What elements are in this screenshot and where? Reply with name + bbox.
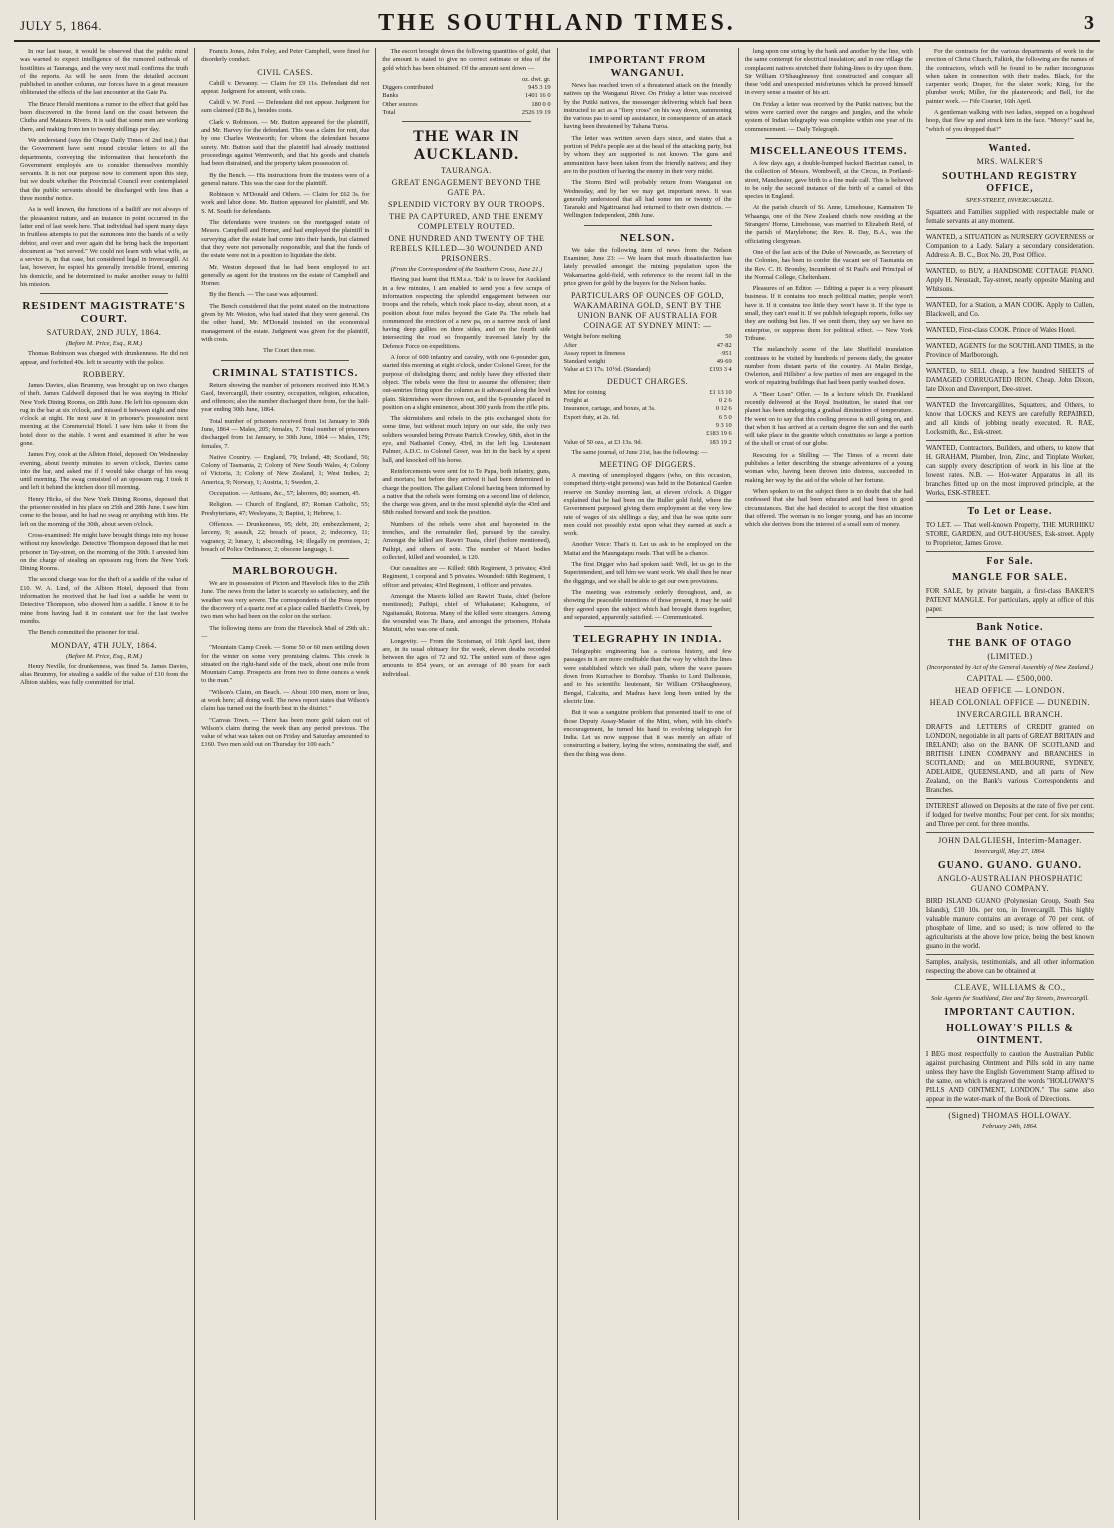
section-heading: TELEGRAPHY IN INDIA.	[572, 633, 723, 646]
charges-table	[564, 389, 732, 447]
table-row: Standard weight 49·69	[563, 358, 732, 366]
article-paragraph: lung upon one string by the bank and another by the line, with the same contempt for electrical insulation; and in one village the complacent natives stretched their fishing-lines to dry upon them. Sir William O'Shaughnessy first constructed and conquer all these 'odd and unexpected misfortunes which he proved himself in every sense a master of his art.	[744, 48, 913, 97]
table-row: Diggers contributed 945 3 19	[382, 84, 551, 92]
article-paragraph: At the parish church of St. Anne, Limehouse, Kannairen Te Whaanga, one of the New Zealand chiefs now residing at the Strangers' Home, Limehouse, was married to Elizabeth Reid, of the parish of Marylebone; the Rev. R. Day, B.A., was the officiating clergyman.	[744, 204, 913, 245]
advertisement: WANTED the Invercargillites, Squatters, and Others, to know that LOCKS and KEYS are carefully REPAIRED, and all kinds of jobbing neatly executed. R. RAE, Locksmith, &c., Esk-street.	[926, 401, 1094, 441]
ad-date: February 24th, 1864.	[982, 1122, 1038, 1130]
article-paragraph: "Mountain Camp Creek. — Some 50 or 60 men settling down for the winter on some very promising claims. This creek is situated on the right-hand side of the track, about one mile from Mountain Camp. Prospects are from two to three ounces a week to the man."	[201, 644, 370, 685]
newspaper-title: THE SOUTHLAND TIMES.	[378, 10, 736, 36]
subheading: ONE HUNDRED AND TWENTY OF THE REBELS KILLED—30 WOUNDED AND PRISONERS.	[388, 234, 545, 264]
article-paragraph: Our casualties are — Killed: 68th Regiment, 3 privates; 43rd Regiment, 1 corporal and 5 privates. Wounded: 68th Regiment, 1 officer and privates; 43rd Regiment, 1 officer and privates.	[382, 565, 551, 589]
article-paragraph: The second charge was for the theft of a saddle of the value of £10. W. A. Lind, of the Albion Hotel, deposed that from information he received that he had lost a saddle he went to Detective Thompson, who showed him a saddle. I know it to be mine from having had it in constant use for the last twelve months.	[20, 576, 189, 625]
article-paragraph: James Foy, cook at the Albion Hotel, deposed: On Wednesday evening, about twenty minutes to seven o'clock, Davies came into the bar, and asked me if I would take charge of his swag until morning. The swag consisted of an opossum rug. I took it and left it behind the kitchen door till morning.	[20, 451, 189, 492]
article-paragraph: The Bench committed the prisoner for trial.	[28, 629, 140, 637]
article-source: (From the Correspondent of the Southern Cross, June 21.)	[390, 266, 543, 274]
columns	[14, 48, 1100, 1520]
subheading: MEETING OF DIGGERS.	[599, 460, 696, 470]
advertisement: DRAFTS and LETTERS of CREDIT granted on LONDON, negotiable in all parts of GREAT BRITAIN and IRELAND; also on the BANK OF SCOTLAND and BRITISH LINEN COMPANY and BRANCHES in SCOTLAND; and on MELBOURNE, SYDNEY, ADELAIDE, QUEENSLAND, and all parts of New Zealand, on the Bank's various Correspondents and Branches.	[926, 723, 1094, 799]
subheading: GREAT ENGAGEMENT BEYOND THE GATE PA.	[391, 178, 542, 198]
table-row: Mint for coining £1 13 10	[563, 388, 732, 396]
section-heading: MISCELLANEOUS ITEMS.	[750, 144, 908, 157]
ad-title: THE BANK OF OTAGO	[947, 637, 1073, 649]
subheading: THE PA CAPTURED, AND THE ENEMY COMPLETELY ROUTED.	[389, 212, 544, 232]
article-paragraph: One of the last acts of the Duke of Newcastle, as Secretary of the Colonies, has been to confer the vacant see of Tasmania on the Rev. C. H. Bromby, Incumbent of St Paul's and Principal of the Normal College, Cheltenham.	[744, 248, 913, 281]
article-paragraph: Amongst the Maoris killed are Rawiri Tuaia, chief (before mentioned); Paihipi, chief of Whakatane; Kahugunu, of Ngaitamaki, Rotorua. Many of the killed were strangers. Among the wounded was Te Ihara, and amongst the prisoners, Hohaia Matuiti, who was one of rank.	[382, 593, 551, 634]
subheading: PARTICULARS OF OUNCES OF GOLD, WAKAMARINA GOLD, SENT BY THE UNION BANK OF AUSTRALIA FOR COINAGE AT SYDNEY MINT: —	[571, 291, 725, 331]
article-paragraph: The melancholy scene of the late Sheffield inundation continues to be visited by hundreds of persons daily, the greater number from distant parts of the country. At Malin Bridge, Owlerton, and Hillsbro' a few parties of men are engaged in the work of repairing buildings that had been partly washed down.	[744, 346, 913, 387]
ad-subtitle: HEAD OFFICE — LONDON.	[954, 685, 1065, 695]
article-paragraph: "Canvas Town. — There has been more gold taken out of Wilson's claim during the week than any period previous. The value of what was taken out on Friday and Saturday amounted to £160. Two men sold out on Thursday for 100 each."	[201, 716, 370, 749]
column-5	[739, 48, 920, 1520]
table-header: oz. dwt. gr.	[521, 75, 551, 83]
article-paragraph: As is well known, the functions of a bailiff are not always of the pleasantest nature, and an instance in point occurred in the latter end of last week here. That individual had spent many days in fruitless attempts to put the summons into the hands of a wily debtor, and over and over again did he bring back the important document as "not served." We could not learn with what wife, as a service is, in that case, but considered legal in Invercargill. At last, however, he espied his generally invisible friend, entering his domicile, and he determined to make another essay to fulfil his mission.	[20, 206, 189, 289]
article-paragraph: The Bruce Herald mentions a rumor to the effect that gold has been discovered in the forest land on the coast between the Clutha and Mataura Rivers. It is said that some men are working there, and making from ten to twenty shillings per day.	[20, 100, 189, 133]
ad-subtitle: (LIMITED.)	[987, 651, 1033, 661]
article-paragraph: The Storm Bird will probably return from Wanganui on Wednesday, and by her we may get important news. It was generally understood that all had some ten or twenty of the Taranaki and Ngatiruanui had returned to their own districts. — Wellington Independent, 28th June.	[563, 179, 732, 220]
advertisement: BIRD ISLAND GUANO (Polynesian Group, South Sea Islands), £10 10s. per ton, in Invercargill. This highly valuable manure contains an average of 70 per cent. of phosphate of lime, and so used; is now offered to the agriculturists at the above low price, being the best known guano in the world.	[926, 897, 1094, 955]
issue-date: JULY 5, 1864.	[20, 18, 102, 33]
ad-title: MRS. WALKER'S	[976, 156, 1044, 166]
advertisement: Samples, analysis, testimonials, and all other information respecting the above can be obtained at	[926, 958, 1094, 980]
article-paragraph: The escort brought down the following quantities of gold, that the amount is stated to give no correct estimate or idea of the gold which has been obtained. Of the amount sent down —	[382, 48, 551, 72]
ad-address: SPEY-STREET, INVERCARGILL.	[965, 196, 1054, 204]
table-row: Freight at 0 2 6	[563, 397, 732, 405]
article-paragraph: Numbers of the rebels were shot and bayoneted in the trenches, and the remainder fled, pursued by the cavalry. Amongst the killed are Rawiri Tuaia, chief (before mentioned), Paihipi, and others of note. The number of Maori bodies collected, killed and wounded, is 120.	[382, 520, 551, 561]
article-paragraph: Cross-examined: He might have brought things into my house without my knowledge. Detective Thompson deposed that he met prisoner in Tay-street, on the morning of the 30th. I arrested him on the charge of stealing an opossum rug from the New York Dining Rooms.	[20, 531, 189, 573]
article-paragraph: Thomas Robinson was charged with drunkenness. He did not appear, and forfeited 40s. left in security with the police.	[20, 350, 189, 366]
article-paragraph: James Davies, alias Brummy, was brought up on two charges of theft. James Caldwell deposed that he was staying in Hicks' New York Dining Rooms, on 28th June. He left his opossum skin rug in the bar at six o'clock, and missed it between eight and nine o'clock at night. He next saw it in prisoner's possession next morning at the Commercial Hotel. I saw him take it from the hotel door to the stable. I went and examined it after he was gone.	[20, 381, 189, 447]
article-paragraph: Longevity. — From the Scotsman, of 16th April last, there are, in its usual obituary for the week, eleven deaths recorded between the ages of 72 and 92. The united sum of these ages amounts to 854 years, or an average of 80 years for each individual.	[382, 637, 551, 678]
article-paragraph: By the Bench. — His instructions from the trustees were of a general nature. This was the case for the plaintiff.	[201, 171, 370, 187]
escort-table	[382, 76, 550, 117]
ad-subtitle: (Incorporated by Act of the General Assembly of New Zealand.)	[926, 663, 1094, 671]
subheading: SPLENDID VICTORY BY OUR TROOPS.	[387, 200, 545, 210]
column-4	[558, 48, 739, 1520]
article-paragraph: Total number of prisoners received from 1st January to 30th June, 1864 — Males, 205; females, 7. Total number of prisoners discharged from 1st January, to 30th June, 1864 — Males, 179; females, 7.	[201, 417, 370, 450]
divider	[584, 225, 712, 226]
article-paragraph: On Friday a letter was received by the Putiki natives; but the wires were carried over the ranges and jungles, and the whole system of Indian telegraphy was complete within one year of its commencement. — Daily Telegraph.	[744, 100, 913, 133]
advertisement: WANTED, Contractors, Builders, and others, to know that H. GRAHAM, Plumber, Iron, Zinc, and Tinplate Worker, can supply every description of work in his line at the lowest rates. N.B. — Hot-water Apparatus in all its branches fitted up on the most improved principle, at the Works, ESK-STREET.	[926, 444, 1094, 502]
table-row: Value of 50 ozs., at £3 13s. 9d. 183 19 2	[563, 438, 732, 446]
ad-section-heading: Wanted.	[988, 142, 1032, 154]
article-paragraph: For the contracts for the various departments of work in the erection of Christ Church, Falkirk, the following are the names of the contractors, which will be found to be rather incongruous when taken in connection with their trades. Black, for the carpenter work; Draper, for the slater work; King, for the plumber work; Miller, for the plasterwork; and Bell, for the painter work. — Fife Courier, 16th April.	[925, 48, 1095, 105]
article-paragraph: The same journal, of June 21st, has the following: —	[571, 448, 708, 456]
article-paragraph: A force of 600 infantry and cavalry, with one 6-pounder gun, started this morning at eight o'clock, under Colonel Greer, for the purpose of dislodging them; and nobly have they effected their object. The rebels were the first to assume the offensive; their out-sentries firing upon the column as it advanced along the level plain. Skirmishers were thrown out, and the 6-pounder placed in position on a slight eminence, about 300 yards from the rifle pits.	[382, 354, 551, 411]
advertisement: WANTED, to SELL cheap, a few hundred SHEETS of DAMAGED CORRUGATED IRON. Cheap. John Dixon, late Dixon and Davenport, Dee-street.	[926, 367, 1094, 398]
article-paragraph: Offences. — Drunkenness, 95; debt, 20; embezzlement, 2; larceny, 9; assault, 22; breach of peace, 2; indecency, 11; vagrancy, 2; lunacy, 1; absconding, 14; illegally on premises, 2; breach of Police Ordinance, 2; obscene language, 1.	[201, 520, 370, 553]
divider	[402, 121, 530, 122]
article-paragraph: The Bench considered that the point stated on the instructions given by Mr. Weston, who had stated that they were general. On the other hand, Mr. M'Donald insisted on the economical management of the estate. Judgment was given for the plaintiff, with costs.	[201, 302, 370, 343]
court-bench: (Before M. Price, Esq., R.M.)	[65, 340, 143, 348]
article-paragraph: We are in possession of Picton and Havelock files to the 25th June. The news from the latter is scarcely so satisfactory, and the weather was very severe. The correspondents of the Press report the discovery of a quartz reef at a place called Bartlett's Creek, by two men who had been on the color on the surface.	[201, 580, 370, 621]
section-heading: CRIMINAL STATISTICS.	[212, 366, 359, 379]
court-date: SATURDAY, 2ND JULY, 1864.	[46, 328, 162, 338]
ad-section-heading: For Sale.	[986, 555, 1034, 567]
article-paragraph: "Wilson's Claim, on Beach. — About 100 men, more or less, at work here; all doing well. The news report states that Wilson's claim has turned out the fourth best in the district."	[201, 688, 370, 713]
ad-subtitle: Sole Agents for Southland, Dee and Tay Streets, Invercargill.	[930, 994, 1089, 1002]
ad-subtitle: ANGLO-AUSTRALIAN PHOSPHATIC GUANO COMPANY.	[937, 873, 1083, 893]
article-paragraph: Telegraphic engineering has a curious history, and few passages in it are more creditable than the way by which the lines were established which we shall pain, where the wave passes down from Kurrachee to Bombay. Thanks to Lord Dalhousie, and to his scientific lieutenant, Sir William O'Shaughnessy, Bengal, Calcutta, and Madras have long been united by the electric line.	[563, 648, 732, 705]
ad-title: GUANO. GUANO. GUANO.	[937, 859, 1083, 871]
article-paragraph: Native Country. — England, 79; Ireland, 48; Scotland, 56; Colony of Tasmania, 2; Colony of New South Wales, 4; Colony of Victoria, 3; Colony of New Zealand, 1; West Indies, 2; America, 9; Norway, 1; Austria, 1; Sweden, 2.	[201, 453, 370, 486]
column-6	[920, 48, 1100, 1520]
advertisement: I BEG most respectfully to caution the Australian Public against purchasing Ointment and Pills sold in any name unless they have the English Government Stamp affixed to the same, on which is engraved the words "HOLLOWAY'S PILLS AND OINTMENT, LONDON." The same also appear in the water-mark of the Book of Directions.	[926, 1050, 1094, 1108]
article-paragraph: But it was a sanguine problem that presented itself to one of those Deputy Assay-Master of the Mint, when, with his chief's encouragement, he turned his hand to evolving telegraph for India. Let us now suppose that it was merely an affair of constructing a battery, laying the wires, nominating the staff, and then the thing was done.	[563, 709, 732, 758]
advertisement: Squatters and Families supplied with respectable male or female servants at any moment.	[926, 208, 1094, 230]
masthead	[14, 6, 1100, 42]
advertisement: INTEREST allowed on Deposits at the rate of five per cent. if lodged for twelve months; Four per cent. for six months; and Three per cent. for three months.	[926, 802, 1094, 833]
section-heading: IMPORTANT FROM WANGANUI.	[588, 54, 707, 79]
ad-subtitle: CAPITAL — £500,000.	[966, 673, 1054, 683]
divider	[946, 138, 1074, 139]
advertisement: WANTED, AGENTS for the SOUTHLAND TIMES, in the Province of Marlborough.	[926, 342, 1094, 364]
article-paragraph: Religion. — Church of England, 87; Roman Catholic, 55; Presbyterians, 47; Wesleyans, 3; Baptist, 1; Hebrew, 1.	[201, 501, 370, 517]
article-paragraph: The Court then rose.	[262, 347, 316, 355]
ad-title: MANGLE FOR SALE.	[952, 571, 1068, 583]
advertisement: WANTED, to BUY, a HANDSOME COTTAGE PIANO. Apply H. Neustadt, Tay-street, nearly opposite Maning and Whitsons.	[926, 267, 1094, 298]
article-paragraph: The skirmishers and rebels in the pits exchanged shots for some time, but without much injury on our side, the only two soldiers wounded being Private Patrick Crowley, 68th, shot in the eye, and Nathaniel Coney, 43rd, in the left leg. Lieutenant Palmer, A.D.C. to Colonel Greer, was hit in the back by a spent ball, and knocked off his horse.	[382, 415, 551, 464]
table-row: After 47·82	[563, 341, 732, 349]
ad-subtitle: INVERCARGILL BRANCH.	[956, 709, 1064, 719]
article-paragraph: The letter was written seven days since, and states that a portion of Pehi's people are at the head of the attacking party, but by whom they are supported is not known. The guns and ammunition have been taken from the friendly natives; and they are in the position of having the enemy in their very midst.	[563, 134, 732, 175]
article-paragraph: The first Digger who had spoken said: Well, let us go to the Superintendent, and tell him we want work. We shall then be near the diggings, and we shall be able to get our own provisions.	[563, 561, 732, 585]
article-paragraph: The meeting was extremely orderly throughout, and, as showing the peaceable intentions of those present, it may be said they agreed upon the subject which had brought them together, and separated, apparently satisfied. — Communicated.	[563, 588, 732, 621]
table-row: Weight before melting 50	[563, 333, 732, 341]
gold-table	[564, 333, 732, 374]
ad-title: SOUTHLAND REGISTRY OFFICE,	[942, 170, 1078, 194]
table-row: Value at £3 17s. 10½d. (Standard) £193 3 4	[563, 366, 732, 374]
divider	[40, 293, 168, 294]
ad-signature: JOHN DALGLIESH, Interim-Manager.	[938, 835, 1082, 845]
article-paragraph: A meeting of unemployed diggers (who, on this occasion, comprised thirty-eight persons) was held in the Botanical Garden reserve on Sunday morning last, at eleven o'clock. A Digger explained that he had been on the Buller gold field, where the Government purposed giving them employment at the very low rate of wages of six shillings a day, and that he was quite sure men could not possibly exist upon what they earned at such a work.	[563, 472, 732, 538]
table-row: Total 2526 19 19	[382, 109, 551, 117]
page-number: 3	[1084, 12, 1094, 34]
article-paragraph: A "Beer Loan" Offer. — In a lecture which Dr. Frankland recently delivered at the Royal Institution, he stated that our planet has been undergoing a gradual diminution of temperature. He went on to say that this cooling process is still going on, and that when it has arrived at a certain degree the sun and the earth will take place in the granite which constitutes so large a portion of the shell or crust of our globe.	[744, 390, 913, 448]
article-paragraph: Rescuing for a Shilling — The Times of a recent date publishes a letter describing the strange adventures of a young woman who, having been thrown into distress, succeeded in making her way by the aid of the whole of her fortune.	[744, 451, 913, 484]
article-paragraph: Mr. Weston deposed that he had been employed to act generally as agent for the trustees on the estate of Campbell and Horner.	[201, 263, 370, 288]
section-heading: NELSON.	[620, 231, 676, 244]
advertisement: WANTED, a SITUATION as NURSERY GOVERNESS or Companion to a Lady. Salary a secondary consideration. Address A. B. C., Box No. 20, Post Office.	[926, 233, 1094, 264]
column-1	[14, 48, 195, 1520]
section-heading: MARLBOROUGH.	[232, 565, 339, 578]
subheading: CIVIL CASES.	[257, 67, 314, 77]
article-paragraph: By the Bench. — The case was adjourned.	[209, 291, 318, 299]
ad-section-heading: To Let or Lease.	[967, 505, 1053, 517]
table-row: Assay report in fineness ·951	[563, 349, 732, 357]
table-row: Banks 1401 16 0	[382, 92, 551, 100]
table-row: £183 19 6	[706, 430, 732, 438]
article-paragraph: News has reached town of a threatened attack on the friendly natives up the Wanganui River. On Friday a letter was received by the Putiki natives, the messenger delivering which had been instructed to act as a "fiery cross" on his way down, summoning the various pas to send up assistance, in consequence of an attack having been threatened by Tahana Turoa.	[563, 82, 732, 131]
advertisement: TO LET. — That well-known Property, THE MURIHIKU STORE, GARDEN, and OUT-HOUSES, Esk-street. Apply to Proprietor, James Grove.	[926, 521, 1094, 552]
subheading: DEDUCT CHARGES.	[607, 376, 689, 386]
ad-subtitle: HEAD COLONIAL OFFICE — DUNEDIN.	[929, 697, 1091, 707]
article-paragraph: Reinforcements were sent for to Te Papa, both infantry, guns, and mortars; but before they arrived it had been determined to charge the position. The gallant Colonel having been informed by a native that the rebels were forming on a second line of defence, the charge was given, and in the most splendid style the 43rd and 68th rushed forward and took the position.	[382, 467, 551, 517]
ad-section-heading: IMPORTANT CAUTION.	[944, 1006, 1076, 1018]
article-paragraph: Henry Hicks, of the New York Dining Rooms, deposed that the prisoner resided in his place on 25th and 28th June. I saw him come to the house, and he had no swag or anything with him. He left on the morning of the 30th, about seven o'clock.	[20, 495, 189, 528]
column-2	[195, 48, 376, 1520]
article-paragraph: We understand (says the Otago Daily Times of 2nd inst.) that the Government have sent round circular letters to all the departments, conveying the information that henceforth the Government employés are to consider themselves monthly servants. It is not our purpose now to comment upon this step, but we doubt whether the Provincial Council ever contemplated that the public servants should be discharged with less than a three months' notice.	[20, 136, 189, 203]
divider	[765, 138, 893, 139]
subheading: ROBBERY.	[82, 369, 126, 379]
article-paragraph: The defendants were trustees on the mortgaged estate of Messrs. Campbell and Horner, and had employed the plaintiff in surveying after the estate had come into their hands, but claimed that they were not personally responsible, and that the funds of the estate were not in a position to liquidate the debt.	[201, 219, 370, 260]
article-paragraph: A few days ago, a double-humped backed Bactrian camel, in the collection of Messrs. Wombwell, at the Circus, in Portland-street, Manchester, gave birth to a fine male calf. This is believed to be only the second instance of the birth of a camel of this species in England.	[744, 159, 913, 201]
article-paragraph: Return showing the number of prisoners received into H.M.'s Gaol, Invercargill, their country, occupation, religion, education, and offences; also the number discharged there from, for the half-year ending 30th June, 1864.	[201, 381, 370, 414]
ad-section-heading: Bank Notice.	[976, 621, 1044, 633]
divider	[221, 360, 349, 361]
article-paragraph: Cahill v. W. Ford. — Defendant did not appear. Judgment for sum claimed (£8 8s.), besides costs.	[201, 99, 370, 115]
column-3	[376, 48, 557, 1520]
article-paragraph: When spoken to on the subject there is no doubt that she had confessed that she had been educated and had been in good circumstances. But she had decided to accept the first situation that offered. The woman is no longer young, and has an income which she derives from the interest of a small sum of money.	[744, 487, 913, 529]
article-paragraph: Clark v. Robinson. — Mr. Button appeared for the plaintiff, and Mr. Harvey for the defendant. This was a claim for rent, due by one Charles Wentworth; for whom the defendant became surety. Mr. Button said that the plaintiff had already instituted proceedings against Wentworth, and that his goods and chattels had been distrained, and the property taken possession of.	[201, 118, 370, 168]
divider	[221, 558, 349, 559]
ad-date: Invercargill, May 27, 1864.	[974, 847, 1046, 855]
ad-title: HOLLOWAY'S PILLS & OINTMENT.	[946, 1022, 1074, 1046]
article-paragraph: Occupation. — Artisans, &c., 57; laborers, 80; seamen, 45.	[209, 490, 361, 498]
court-bench: (Before M. Price, Esq., R.M.)	[65, 652, 143, 660]
article-paragraph: Henry Neville, for drunkenness, was fined 5s. James Davies, alias Brummy, for stealing a saddle of the value of £10 from the Albion stables, was fully committed for trial.	[20, 662, 189, 687]
article-paragraph: Having just learnt that H.M.s.s. 'Esk' is to leave for Auckland in a few minutes, I am enabled to send you a few scraps of information respecting the splendid engagement between our troops and the rebels, which took place to-day, about noon, at a position about four miles beyond the Gate Pa. The rebels had commenced the erection of a new pa, on a narrow neck of land having deep gullies on three sides, and on the fourth side intersecting the road so frequently traversed lately by the Defence Force on expeditions.	[382, 276, 551, 350]
article-paragraph: Pleasures of an Editor. — Editing a paper is a very pleasant business. If it contains too much political matter, people won't have it. If it contains too little they won't have it. If the type is small, they can't read it. If we publish telegraph reports, folks say they are nothing but lies. If we omit them, they say we have no enterprise, or suppress them for political effect. — New York Tribune.	[744, 285, 913, 342]
subheading: TAURANGA.	[441, 166, 492, 176]
article-paragraph: In our last issue, it would be observed that the public mind was warned to expect intelligence of the rumored outbreak of hostilities at Tauranga, and the very next mail confirms the truth of the reports. As will be seen from the detailed account published in another column, our forces have in a great measure obliterated the effects of the last encounter at the Gate Pa.	[20, 48, 189, 97]
table-row: Insurance, cartage, and boxes, at 3s. 0 12 6	[563, 405, 732, 413]
divider	[584, 626, 712, 627]
article-paragraph: The following items are from the Havelock Mail of 29th ult.: —	[201, 624, 370, 640]
ad-signature: CLEAVE, WILLIAMS & CO.,	[954, 982, 1066, 992]
section-heading: THE WAR IN AUCKLAND.	[413, 128, 520, 164]
article-paragraph: Another Voice: That's it. Let us ask to be employed on the Maitai and the Maungatapu roads. That will be a chance.	[563, 541, 732, 557]
article-paragraph: Francis Jones, John Foley, and Peter Campbell, were fined for disorderly conduct.	[201, 48, 370, 64]
section-heading: RESIDENT MAGISTRATE'S COURT.	[22, 300, 186, 326]
advertisement: FOR SALE, by private bargain, a first-class BAKER'S PATENT MANGLE. For particulars, apply at office of this paper.	[926, 587, 1094, 618]
table-row	[382, 76, 550, 84]
court-date: MONDAY, 4TH JULY, 1864.	[51, 640, 158, 650]
advertisement: WANTED, First-class COOK. Prince of Wales Hotel.	[926, 326, 1094, 339]
article-paragraph: Cahill v. Devanny. — Claim for £9 11s. Defendant did not appear. Judgment for amount, with costs.	[201, 79, 370, 95]
ad-signature: (Signed) THOMAS HOLLOWAY.	[948, 1110, 1072, 1120]
table-row: 9 3 10	[715, 421, 732, 429]
table-row: Other sources 180 0 0	[382, 100, 551, 108]
advertisement: WANTED, for a Station, a MAN COOK. Apply to Cullen, Blackwell, and Co.	[926, 301, 1094, 323]
table-row: Export duty, at 2s. 6d. 6 5 0	[563, 413, 732, 421]
article-paragraph: We take the following item of news from the Nelson Examiner, June 23: — We learn that much dissatisfaction has lately prevailed amongst the mining population upon the Wakamarina gold-field, with reference to the recent fall in the price given for gold by the buyers for the Nelson banks.	[563, 246, 732, 287]
article-paragraph: Robinson v. M'Donald and Others. — Claim for £62 3s. for work and labor done. Mr. Button appeared for plaintiff, and Mr. S. M. South for defendants.	[201, 191, 370, 215]
article-paragraph: A gentleman walking with two ladies, stepped on a hogshead hoop, that flew up and struck him in the face. "Mercy!" said he, "which of you dropped that?"	[925, 109, 1095, 133]
